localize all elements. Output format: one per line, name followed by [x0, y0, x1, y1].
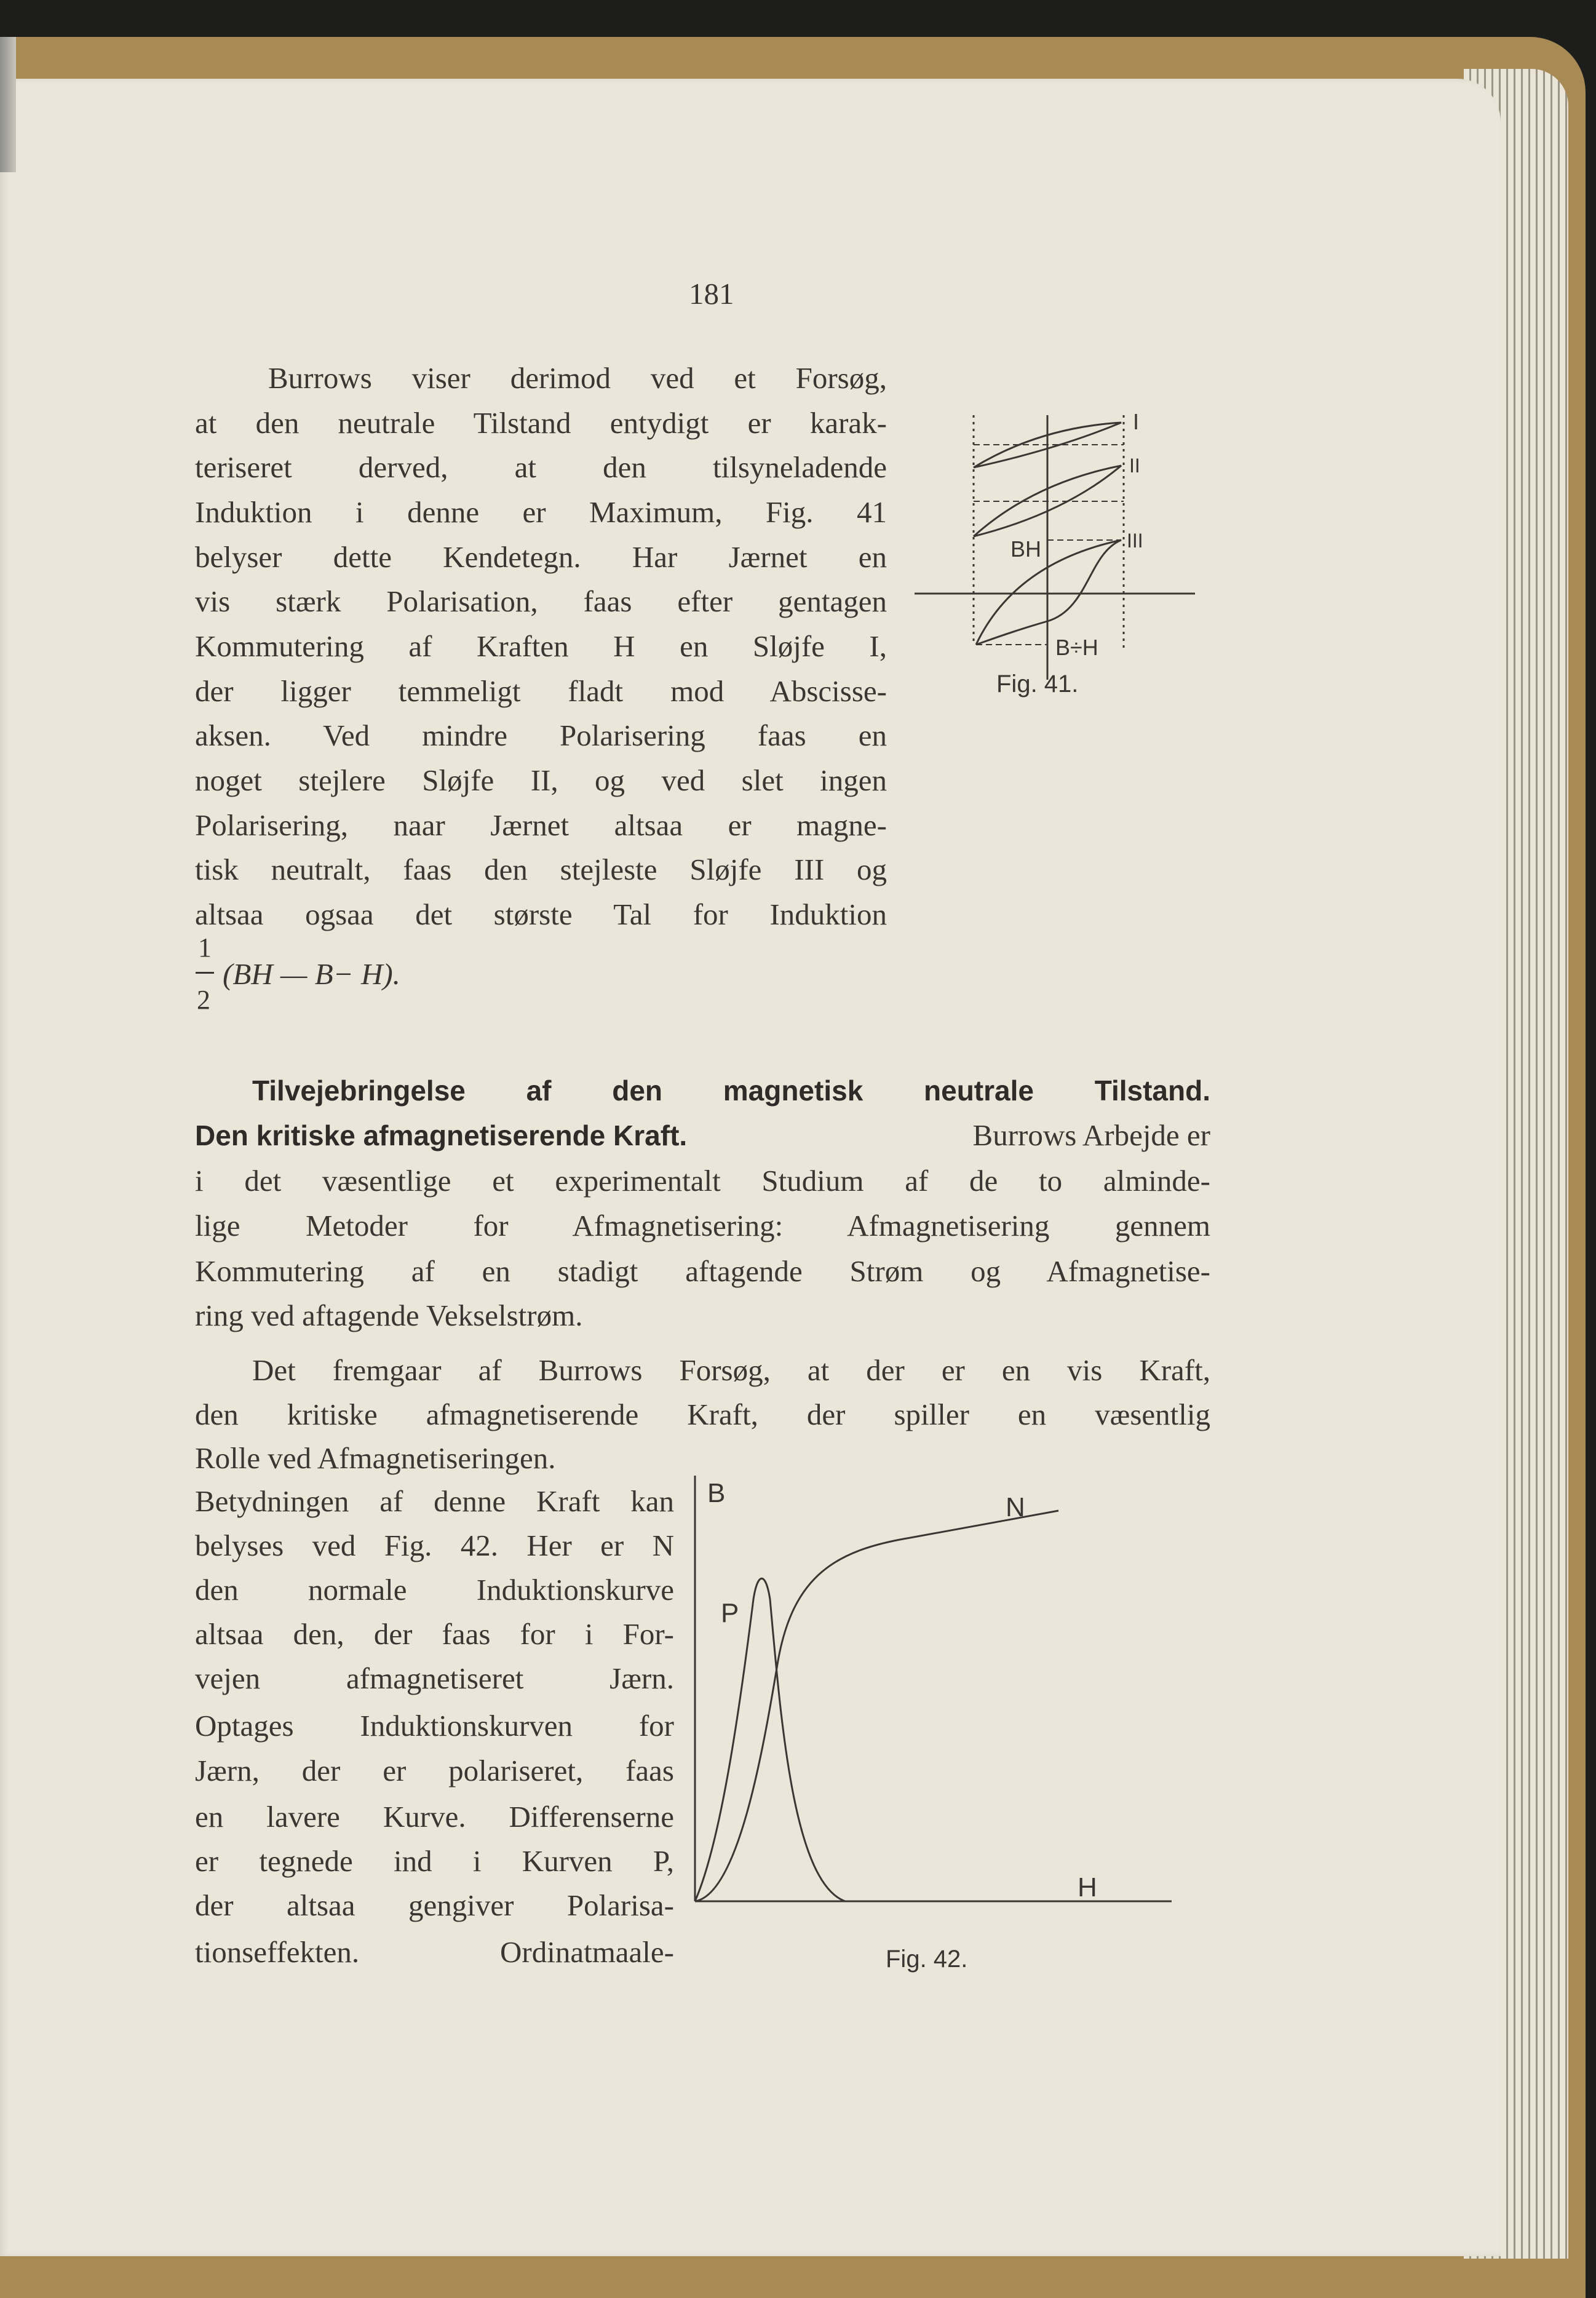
label-b: B [707, 1478, 726, 1508]
text-line: Rolle ved Afmagnetiseringen. [195, 1441, 556, 1475]
label-loop-2: II [1129, 455, 1140, 477]
text-line: Burrows viser derimod ved et Forsøg, [268, 361, 887, 395]
text-line: Polarisering, naar Jærnet altsaa er magne- [195, 808, 887, 842]
fig42-caption: Fig. 42. [886, 1946, 968, 1973]
text-line: Det fremgaar af Burrows Forsøg, at der er en vis Kraft, [252, 1353, 1210, 1387]
section-heading: Tilvejebringelse af den magnetisk neutrale Tilstand. [252, 1075, 1210, 1107]
text-line: ring ved aftagende Vekselstrøm. [195, 1298, 583, 1332]
label-loop-1: I [1133, 409, 1140, 434]
text-line: belyses ved Fig. 42. Her er N [195, 1529, 674, 1562]
text-line: Kommutering af Kraften H en Sløjfe I, [195, 629, 887, 663]
text-line: Induktion i denne er Maximum, Fig. 41 [195, 495, 887, 529]
text-line: altsaa ogsaa det største Tal for Induktion [195, 897, 887, 931]
text-line: den normale Induktionskurve [195, 1573, 674, 1607]
text-line: i det væsentlige et experimentalt Studium af de to alminde- [195, 1164, 1210, 1198]
text-line: Betydningen af denne Kraft kan [195, 1484, 674, 1518]
text-line: Jærn, der er polariseret, faas [195, 1754, 674, 1787]
fraction-bar [196, 972, 214, 974]
text-line: vis stærk Polarisation, faas efter gentagen [195, 584, 887, 618]
text-line: aksen. Ved mindre Polarisering faas en [195, 718, 887, 752]
formula-expression: (BH — B− H). [223, 957, 400, 991]
text-line: noget stejlere Sløjfe II, og ved slet ingen [195, 763, 887, 797]
fig41-caption: Fig. 41. [996, 670, 1079, 698]
text-line: den kritiske afmagnetiserende Kraft, der spiller en væsentlig [195, 1397, 1210, 1431]
fraction-denominator: 2 [197, 985, 210, 1015]
label-p: P [721, 1598, 739, 1628]
text-line: at den neutrale Tilstand entydigt er karak- [195, 406, 887, 440]
text-line: lige Metoder for Afmagnetisering: Afmagnetisering gennem [195, 1209, 1210, 1242]
section-subheading: Den kritiske afmagnetiserende Kraft. [195, 1119, 688, 1151]
text-line: tisk neutralt, faas den stejleste Sløjfe III og [195, 853, 887, 886]
text-line: der altsaa gengiver Polarisa- [195, 1888, 674, 1922]
text-line: altsaa den, der faas for i For- [195, 1617, 674, 1651]
text-line: Kommutering af en stadigt aftagende Strøm og Afmagnetise- [195, 1254, 1210, 1288]
label-b-minus-h: B÷H [1055, 635, 1098, 660]
label-bh: BH [1010, 536, 1042, 562]
binding-edge [0, 37, 16, 172]
text-line: vejen afmagnetiseret Jærn. [195, 1661, 674, 1695]
label-n: N [1006, 1492, 1025, 1522]
text-line: er tegnede ind i Kurven P, [195, 1844, 674, 1878]
text-line: Burrows Arbejde er [972, 1118, 1210, 1152]
text-line: belyser dette Kendetegn. Har Jærnet en [195, 540, 887, 574]
text-line: tionseffekten. Ordinatmaale- [195, 1935, 674, 1969]
page-number: 181 [689, 277, 734, 311]
text-line: Optages Induktionskurven for [195, 1709, 674, 1743]
label-loop-3: III [1127, 530, 1143, 552]
fraction-numerator: 1 [198, 932, 212, 963]
text-line: en lavere Kurve. Differenserne [195, 1800, 674, 1834]
label-h: H [1078, 1872, 1097, 1902]
text-line: der ligger temmeligt fladt mod Abscisse- [195, 674, 887, 708]
text-line: teriseret derved, at den tilsyneladende [195, 450, 887, 484]
